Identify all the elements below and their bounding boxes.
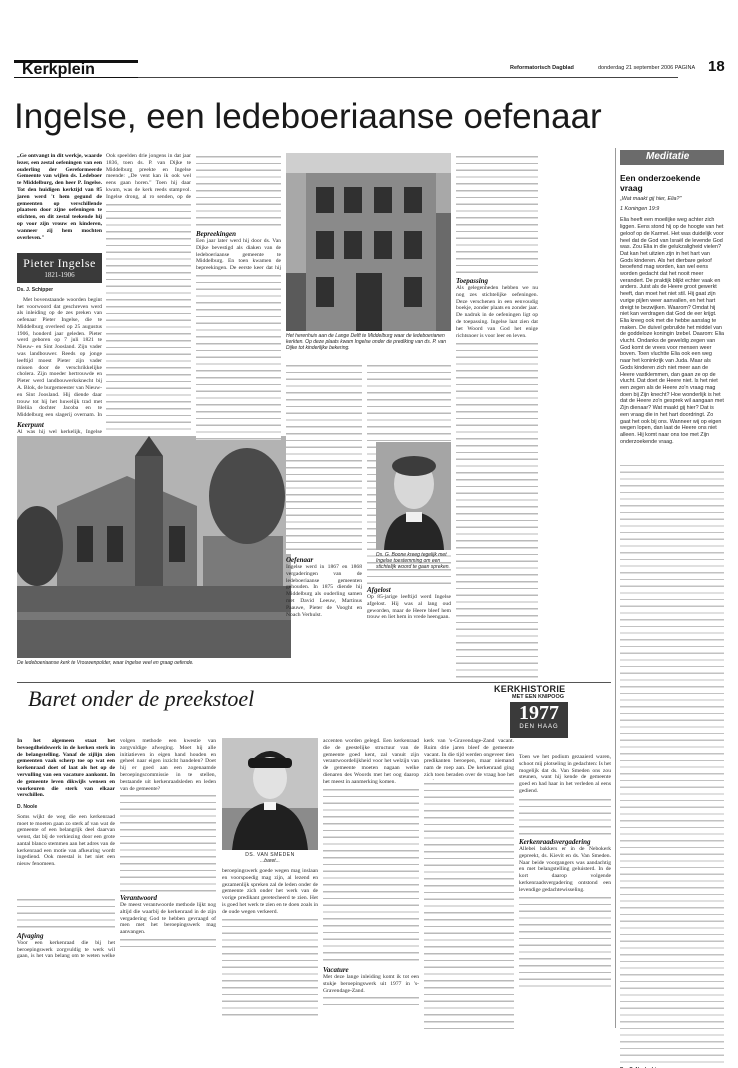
- publication-name: Reformatorisch Dagblad: [510, 65, 574, 71]
- article2-body-col6b: Allebei bakkers er in de Nebokerk gepreekt, ds. Kievit en ds. Van Smeden. Naar beide voorgangers was aandachtig en met belangstelling geluisterd. In de kort daarop volgende kerkenraadsvergadering ontstond een levendige gedachtewisseling.: [519, 846, 611, 893]
- subhead-verantwoord: Verantwoord: [120, 894, 157, 902]
- meditatie-text-block: [620, 462, 724, 1065]
- photo2-caption: Het herenhuis aan de Lange Delft te Middelburg waar de ledeboerianen kerkten. Op deze plaats kwam Ingelse onder de prediking van ds. P. van Dijke tot kinderlijke bekering.: [286, 333, 447, 351]
- portrait-name: Pieter Ingelse: [23, 256, 96, 270]
- article2-column-3: [222, 868, 318, 1020]
- article2-col3-text-block: [222, 916, 318, 1020]
- article1-column-2: [106, 153, 191, 431]
- van-smeden-caption-sub: ...baret...: [260, 858, 280, 864]
- article2-col2-text-block-b: [120, 936, 216, 950]
- subhead-afvaging: Afvaging: [17, 931, 44, 940]
- article2-col6-text-block-b: [519, 894, 611, 990]
- article2-column-5: [424, 738, 514, 1030]
- page-number: 18: [708, 58, 725, 75]
- meditatie-body: Elia heeft een moeilijke weg achter zich liggen. Eens stond hij op de hoogte van het geloof op de Karmel. Het was duidelijk voor heel dat de God van Israël de levende God was. Zou Elia in die gelukzaligheid vielen? Dat kan het uitzien zijn in het hart van Gods kinderen. Als het dierbare geloof beoefend mag worden, kan wel eens worden gedacht dat het nooit meer verandert. De praktijk blijkt echter vaak en anders. Juist als de Heere groot gewerkt heeft, dan moet het niet stil. Hij gaat zijn vurige pijlen weer aanvallen, en het hart dreigt te bezwijken. Waarom? Omdat hij niet kan verdragen dat God de eer krijgt. Elia kreeg ook met die hebbe aanslag te maken. De duivel gebruikte het middel van de goddeloze koningin Izebel. Daarom: Elia vlucht. Ondanks de geweldig zegen van God komt de vrees voor mensen weer boven. Toen vluchtte Elia ook een weg naar het koninkrijk van Juda. Maar als Gods kinderen zich niet meer aan de Heere vastklemmen, dan gaan ze op de vlucht. Dat doet de Heere niet. Is het niet een zegen als de Heere zo'n vraag mag doen bij Zijn knecht? Hoe wonderlijk is het dat de Heere zo'n gesprek wil aangaan met Zijn dienaar? Wat maakt gij hier? Dat is een vraag die in het hart doordringt. Zo gaat het ook bij ons. Wanneer wij op eigen wegen lopen, dan laat de Heere ons niet alleen. Hij komt naar ons toe met Zijn onderzoekende vraag.: [620, 217, 724, 445]
- page-header: [14, 58, 724, 80]
- subhead-toepassing: Toepassing: [456, 277, 489, 285]
- subhead-oefenaar: Oefenaar: [286, 556, 314, 564]
- subhead-bepreekingen: Bepreekingen: [196, 230, 237, 238]
- article2-body-col2: volgen methode een kwestie van zorgvuldige afweging. Moet hij alle initiatieven in eigen hand houden en geheel naar eigen inzicht handelen? Doet hij er goed aan een zogenaamde beroepingscommissie in te stellen, bestaande uit kerkenraadsleden en leden van de gemeente?: [120, 738, 216, 792]
- section-tab: [14, 60, 138, 78]
- article2-column-6: [519, 754, 611, 990]
- article2-col1-text-block: [17, 896, 115, 930]
- meditatie-title: Een onderzoekende vraag: [620, 173, 701, 193]
- portrait-years: 1821-1906: [44, 271, 75, 279]
- photo-vrouwenpolder-church: [17, 436, 291, 658]
- article1-col3-text-top: [196, 153, 281, 228]
- kerkhistorie-sub: MET EEN KNIPOOG: [512, 694, 564, 700]
- article1-body-col1: Met bovenstaande woorden begint het voorwoord dat geschreven werd als inleiding op de zes preken van oefenaar Pieter Ingelse, die te Middelburg overleed op 25 augustus 1906, honderd jaar geleden. Pieter werd geboren op 7 juli 1821 te Nieuw- en Sint Joosland. Zijn vader was landbouwer. Reeds op jonge leeftijd moest Pieter zijn vader missen door de verschrikkelijke cholera. Zijn moeder hertrouwde en Pieter werd landbouwerksknecht bij A. Blok, de burgemeester van Nieuw- en Sint Joosland. Hij diende daar trouw tot hij het huwelijk trad met Bleliia dochter Jacoba en te Middelburg een slagerij overnam. In: [17, 296, 102, 419]
- article1-col3-text-block: [196, 272, 281, 440]
- subhead-vacature: Vacature: [323, 966, 349, 974]
- meditatie-column-rule: [615, 148, 616, 1028]
- article1-column-6: [456, 153, 538, 680]
- article2-body-col4b: Met deze lange inleiding komt ik tot een stukje beroepingswerk uit 1977 in 's-Gravendage-Zand.: [323, 974, 419, 994]
- subhead-kerkenraadsvergadering: Kerkenraadsvergadering: [519, 838, 591, 846]
- article2-col2-text-block: [120, 792, 216, 892]
- article2-lead: In het algemeen staat het bevoegdheidswerk in de kerken sterk in de belangstelling. Vanaf de zijlijn zien gemeenten vaak scherp toe op wat een kerkenraad doet of laat als het op de vervulling van een vacature aankomt. In de gemeente leven dikwijls wensen en voorkeuren die sterk van elkaar verschillen.: [17, 738, 115, 799]
- article1-column-4: [286, 362, 362, 666]
- article1-headline: Ingelse, een ledeboeriaanse oefenaar: [14, 97, 602, 136]
- article1-body-col5: Op 85-jarige leeftijd werd Ingelse afgelost. Hij was al lang oud geworden, maar de Heere bleef hem trouw en liet hem in vrede heengaan.: [367, 594, 451, 621]
- article1-body-col3: Een jaar later werd hij door ds. Van Dijke bevestigd als diaken van de ledeboeriaanse gemeente te Middelburg. En toen kwamen de bepreekingen. De eerste keer dat hij: [196, 238, 281, 272]
- meditatie-sidebar: [620, 150, 724, 1068]
- meditatie-label-bar: [620, 150, 724, 165]
- article1-body-col4: Ingelse werd in 1867 en 1868 vergaderingen van de ledeboeriaanse gemeenten gehouden. In 1875 diende hij Middelburg als ouderling samen met David Leeuw, Martinus Paauwe, Pieter de Vooght en Noach Verhulst.: [286, 564, 362, 618]
- article-divider: [17, 682, 611, 683]
- herenhuis-illustration: [286, 153, 451, 331]
- kerkhistorie-label: KERKHISTORIE: [494, 684, 566, 694]
- article2-column-2: [120, 738, 216, 950]
- article1-body-col1b: Al was hij wel kerkelijk, Ingelse: [17, 428, 102, 435]
- photo-ds-van-smeden: [222, 738, 318, 850]
- article2-col4-text-block-b: [323, 994, 419, 1008]
- church-illustration: [17, 436, 291, 658]
- article1-col4-text-top: [286, 362, 362, 554]
- article1-lead: „Ge ontvangt in dit werkje, waarde lezer, een zestal oefeningen van een ouderling der Gereformeerde Gemeente van wijlen ds. Ledeboer te Middelburg, den heer P. Ingelse. Tot den huidigen kerktijd van 85 jaren werd 't hem gegund de gemeenten op verschillende plaatsen door zijne oefeningen te stichten, en dit zestal teekende hij op voor zijn vrouw en kinderen, wanneer zij hem mochten overleven.": [17, 153, 102, 241]
- article1-column-1: [17, 153, 102, 442]
- article2-column-1: [17, 738, 115, 960]
- article2-col6-text-block: [519, 796, 611, 836]
- photo1-caption: De ledeboeriaanse kerk te Vrouwenpolder, waar Ingelse veel en graag oefende.: [17, 660, 194, 666]
- article2-body-col4: accenten worden gelegd. Een kerkenraad die de geestelijke structuur van de gemeente goed kent, zal vanuit zijn verantwoordelijkheid voor het welzijn van de gemeente moeten nagaan welke dienaren des Woords met het oog daarop het meest in aanmerking komen.: [323, 738, 419, 785]
- meditatie-label: Meditatie: [646, 151, 690, 162]
- photo3-caption: Ds. G. Boone kreeg tegelijk met Ingelse toestemming om een stichtelijk woord te gaan spreken.: [376, 552, 450, 570]
- meditatie-quote: „Wat maakt gij hier, Elia?": [620, 196, 682, 202]
- article2-body-col5: kerk van 's-Gravendage-Zand vacant. Ruim drie jaren bleef de gemeente vacant. In die tijd werden ongeveer tien predikanten beroepen, maar niemand nam de roep aan. De kerkenraad ging zich toen beraden over de vraag hoe het: [424, 738, 514, 778]
- kerkhistorie-year: 1977: [519, 702, 559, 724]
- article2-body-col6: Toen we het podium gezaaierd waren, schoot mij plotseling in gedachten: Is het mogelijk dat ds. Van Smeden ons zou steunen, want hij kende de gemeente goed en had haar in het verleden al eens gediend.: [519, 754, 611, 794]
- article2-byline: D. Noole: [17, 804, 38, 810]
- kerkhistorie-year-box: [510, 702, 568, 738]
- article1-column-3: [196, 153, 281, 440]
- kerkhistorie-badge: [494, 684, 572, 746]
- article2-body-col1: Soms wijkt de weg die een kerkenraad moet te moeten gaan zo sterk af van wat de gemeente of een belangrijk deel daarvan wenst, dat bij de verkiezing door een grote aantal blanco stemmen aan het adres van de kerkenraad een motie van afkeuring wordt ingediend. Ook meestal is het niet een nieuw fenomeen.: [17, 813, 115, 868]
- article2-column-4: [323, 738, 419, 1008]
- article2-body-col2b: De meest verantwoorde methode lijkt nog altijd die waarbij de kerkenraad in de zijn vergadering God te hebben gevraagd of men met het beroepingswerk mag aanvangen.: [120, 902, 216, 936]
- article1-byline: Ds. J. Schipper: [17, 287, 54, 293]
- portrait-banner: [17, 253, 102, 283]
- article2-body-col3: beroepingswerk goede wegen mag inslaan en voorspoedig mag zijn, al lezend en gezamenlijk spreken zal de leden onder de gemeente zich onder het werk van de vorige predikant geretecheerd te zien. Het is goed het werk te zien en te doen zoals in de oude wegen verkeerd.: [222, 868, 318, 915]
- subhead-keerpunt: Keerpunt: [17, 420, 44, 429]
- portrait-illustration: [376, 442, 451, 550]
- header-rule: [138, 77, 678, 78]
- van-smeden-illustration: [222, 738, 318, 850]
- article1-col6-text-block: [456, 340, 538, 680]
- subhead-afgelost: Afgelost: [367, 586, 391, 594]
- article1-col2-text-block: [106, 201, 191, 431]
- article2-body-col1b: Voor een kerkenraad die bij het beroepingswerk zorgvuldig te werk wil gaan, is het van belang om te weten welke: [17, 939, 115, 960]
- van-smeden-caption: [222, 852, 318, 864]
- article1-col6-text-top: [456, 153, 538, 275]
- photo-ds-boone: [376, 442, 451, 550]
- van-smeden-caption-name: DS. VAN SMEDEN: [245, 852, 295, 858]
- header-date: donderdag 21 september 2006 PAGINA: [598, 65, 696, 71]
- section-label: Kerkplein: [22, 61, 95, 78]
- meditatie-reference: 1 Koningen 19:9: [620, 205, 660, 212]
- photo-herenhuis-middelburg: [286, 153, 451, 331]
- article2-headline: Baret onder de preekstoel: [28, 686, 255, 711]
- article1-body-col2: Ook speelden drie jongens in dat jaar 1836, toen ds. P. van Dijke te Middelburg preekte en Ingelse meende: „De vent kan ik ook wel eens gaan horen." Toen hij daar kwam, was de kerk reeds stampvol. Ingelse drong, al ro senden, op de: [106, 153, 191, 200]
- article1-body-col6: Als gelegenheden hebben we nu nog zes stichtelijke oefeningen. Deze verschenen in een eenvoudig boekje, zonder plaats en zonder jaar. De nadruk in de oefeningen ligt op de toepassing. Ingelse laat zien dat het Woord van God het enige richtsnoer is voor leer en leven.: [456, 285, 538, 339]
- article2-col4-text-block: [323, 786, 419, 964]
- article2-col5-text-block: [424, 780, 514, 1030]
- kerkhistorie-place: DEN HAAG: [519, 724, 559, 730]
